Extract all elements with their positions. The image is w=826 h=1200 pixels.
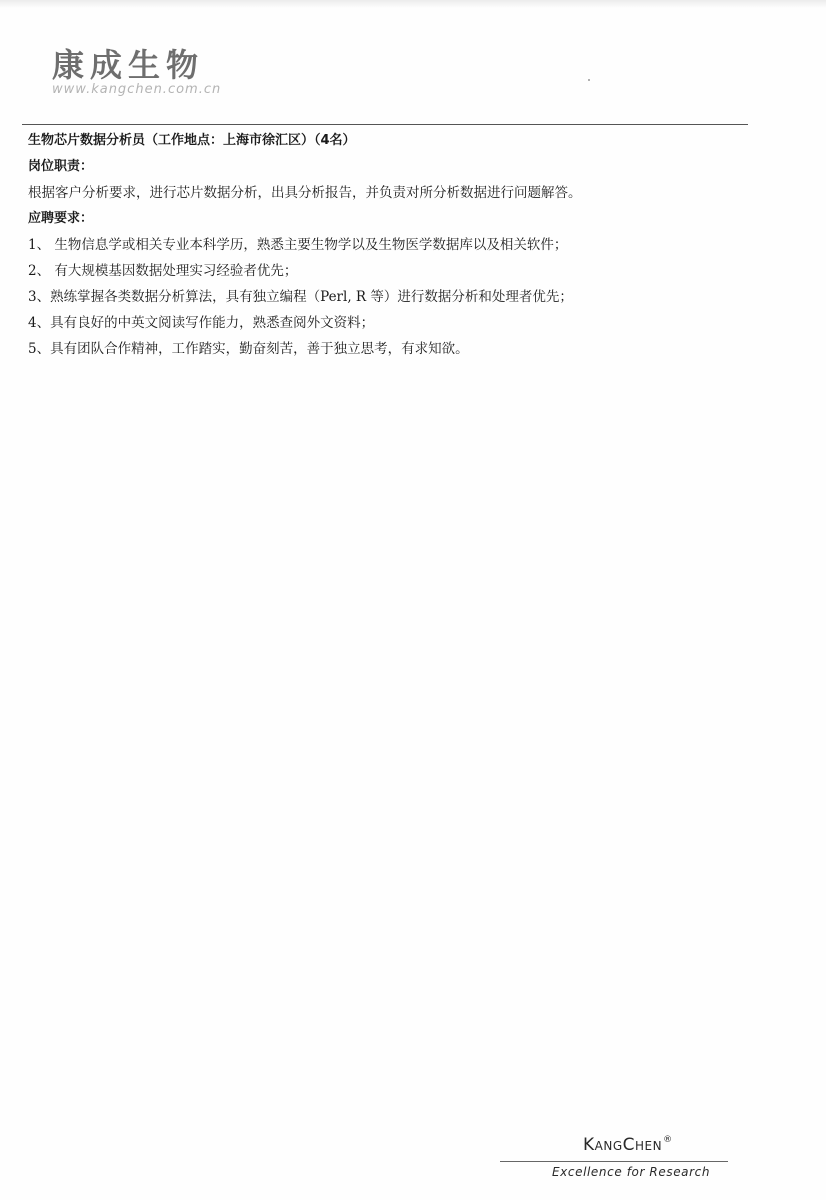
- footer-brand-name: KangChen: [583, 1135, 663, 1155]
- requirement-item-4: 4、具有良好的中英文阅读写作能力，熟悉查阅外文资料；: [28, 315, 375, 331]
- job-title: 生物芯片数据分析员（工作地点：上海市徐汇区）（4名）: [28, 133, 356, 148]
- company-logo-text: 康成生物: [52, 46, 205, 84]
- duties-heading: 岗位职责：: [28, 159, 94, 174]
- footer-divider: [500, 1161, 728, 1162]
- requirement-item-1: 1、 生物信息学或相关专业本科学历，熟悉主要生物学以及生物医学数据库以及相关软件；: [28, 237, 568, 253]
- company-website: www.kangchen.com.cn: [52, 82, 222, 97]
- registered-mark: ®: [663, 1135, 673, 1145]
- footer-tagline: Excellence for Research: [552, 1165, 711, 1179]
- duties-text: 根据客户分析要求，进行芯片数据分析，出具分析报告，并负责对所分析数据进行问题解答。: [28, 185, 582, 201]
- scan-edge-shadow: [0, 0, 826, 8]
- requirement-item-5: 5、具有团队合作精神，工作踏实，勤奋刻苦，善于独立思考，有求知欲。: [28, 341, 469, 357]
- scan-speck: [588, 79, 590, 81]
- header-divider: [22, 124, 748, 125]
- job-posting: [28, 128, 788, 362]
- requirements-heading: 应聘要求：: [28, 211, 94, 226]
- requirement-item-2: 2、 有大规模基因数据处理实习经验者优先；: [28, 263, 298, 279]
- footer-brand-logo: [583, 1135, 673, 1155]
- requirement-item-3: 3、熟练掌握各类数据分析算法，具有独立编程（Perl, R 等）进行数据分析和处理者优先；: [28, 289, 573, 305]
